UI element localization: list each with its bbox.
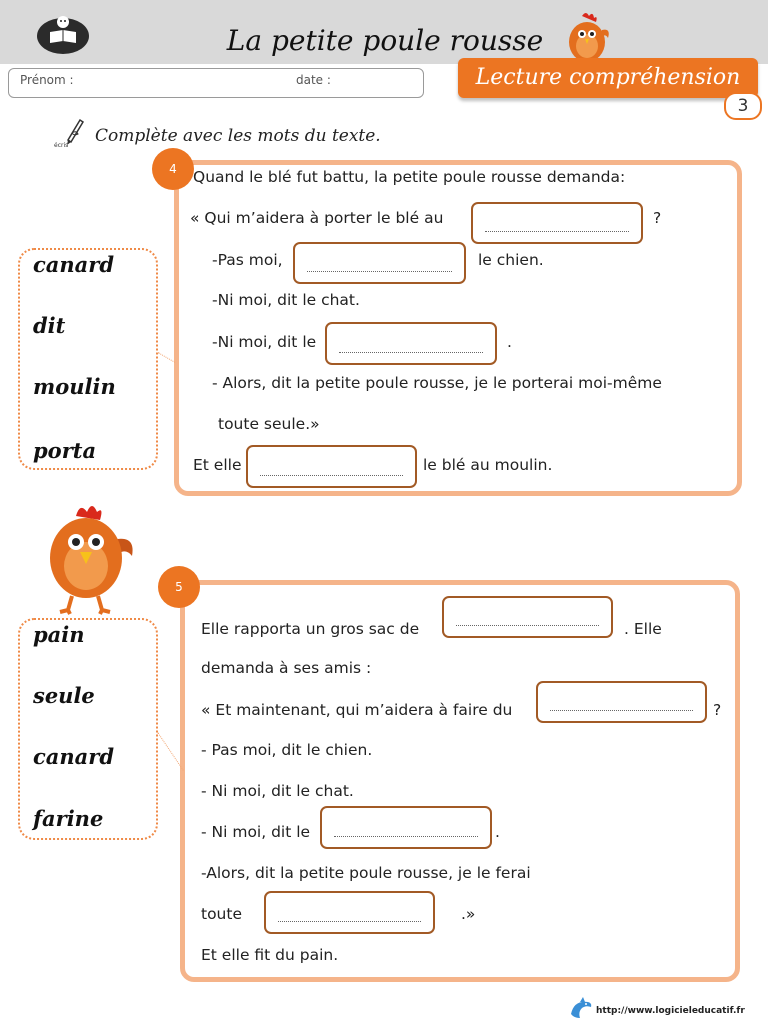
text-line: toute bbox=[201, 905, 242, 923]
blank-input[interactable] bbox=[471, 202, 643, 244]
prenom-label: Prénom : bbox=[20, 73, 74, 87]
word-bank-item: canard bbox=[33, 252, 115, 277]
text-line: - Ni moi, dit le chat. bbox=[201, 782, 354, 800]
dolphin-icon bbox=[568, 996, 594, 1022]
reader-logo-icon bbox=[36, 8, 90, 56]
exercise-number-2: 5 bbox=[158, 566, 200, 608]
instruction-text: Complète avec les mots du texte. bbox=[95, 126, 381, 146]
text-line: -Alors, dit la petite poule rousse, je le ferai bbox=[201, 864, 531, 882]
text-line: . bbox=[507, 333, 512, 351]
word-bank-item: canard bbox=[33, 744, 115, 769]
text-line: .» bbox=[461, 905, 476, 923]
word-bank-item: farine bbox=[33, 806, 104, 831]
text-line: Quand le blé fut battu, la petite poule rousse demanda: bbox=[193, 168, 626, 186]
ecris-label: écris bbox=[54, 142, 69, 148]
text-line: -Pas moi, bbox=[212, 251, 283, 269]
blank-input[interactable] bbox=[325, 322, 497, 365]
blank-input[interactable] bbox=[320, 806, 492, 849]
blank-input[interactable] bbox=[246, 445, 417, 488]
text-line: Elle rapporta un gros sac de bbox=[201, 620, 420, 638]
blank-input[interactable] bbox=[536, 681, 707, 723]
text-line: « Qui m’aidera à porter le blé au bbox=[190, 209, 444, 227]
page-title: La petite poule rousse bbox=[226, 24, 544, 57]
footer-url-link[interactable]: http://www.logicieleducatif.fr bbox=[596, 1006, 745, 1016]
text-line: -Ni moi, dit le chat. bbox=[212, 291, 360, 309]
page-number: 3 bbox=[724, 92, 762, 120]
word-bank-item: pain bbox=[33, 622, 85, 647]
word-bank-1 bbox=[18, 248, 158, 470]
text-line: ? bbox=[653, 209, 662, 227]
section-title-badge: Lecture compréhension bbox=[458, 58, 758, 98]
text-line: -Ni moi, dit le bbox=[212, 333, 317, 351]
text-line: toute seule.» bbox=[218, 415, 320, 433]
blank-input[interactable] bbox=[442, 596, 613, 638]
word-bank-item: seule bbox=[33, 683, 95, 708]
text-line: . Elle bbox=[624, 620, 662, 638]
text-line: le chien. bbox=[478, 251, 544, 269]
text-line: - Ni moi, dit le bbox=[201, 823, 311, 841]
date-label: date : bbox=[296, 73, 331, 87]
text-line: demanda à ses amis : bbox=[201, 659, 372, 677]
pen-icon bbox=[54, 116, 88, 148]
blank-input[interactable] bbox=[293, 242, 466, 284]
text-line: . bbox=[495, 823, 500, 841]
text-line: « Et maintenant, qui m’aidera à faire du bbox=[201, 701, 513, 719]
hen-illustration-icon bbox=[40, 500, 140, 618]
connector-line bbox=[158, 352, 176, 363]
text-line: - Alors, dit la petite poule rousse, je le porterai moi-même bbox=[212, 374, 662, 392]
blank-input[interactable] bbox=[264, 891, 435, 934]
word-bank-item: porta bbox=[33, 438, 97, 463]
word-bank-item: moulin bbox=[33, 374, 116, 399]
text-line: le blé au moulin. bbox=[423, 456, 553, 474]
text-line: - Pas moi, dit le chien. bbox=[201, 741, 373, 759]
text-line: Et elle bbox=[193, 456, 242, 474]
exercise-number-1: 4 bbox=[152, 148, 194, 190]
text-line: ? bbox=[713, 701, 722, 719]
text-line: Et elle fit du pain. bbox=[201, 946, 339, 964]
word-bank-item: dit bbox=[33, 313, 66, 338]
